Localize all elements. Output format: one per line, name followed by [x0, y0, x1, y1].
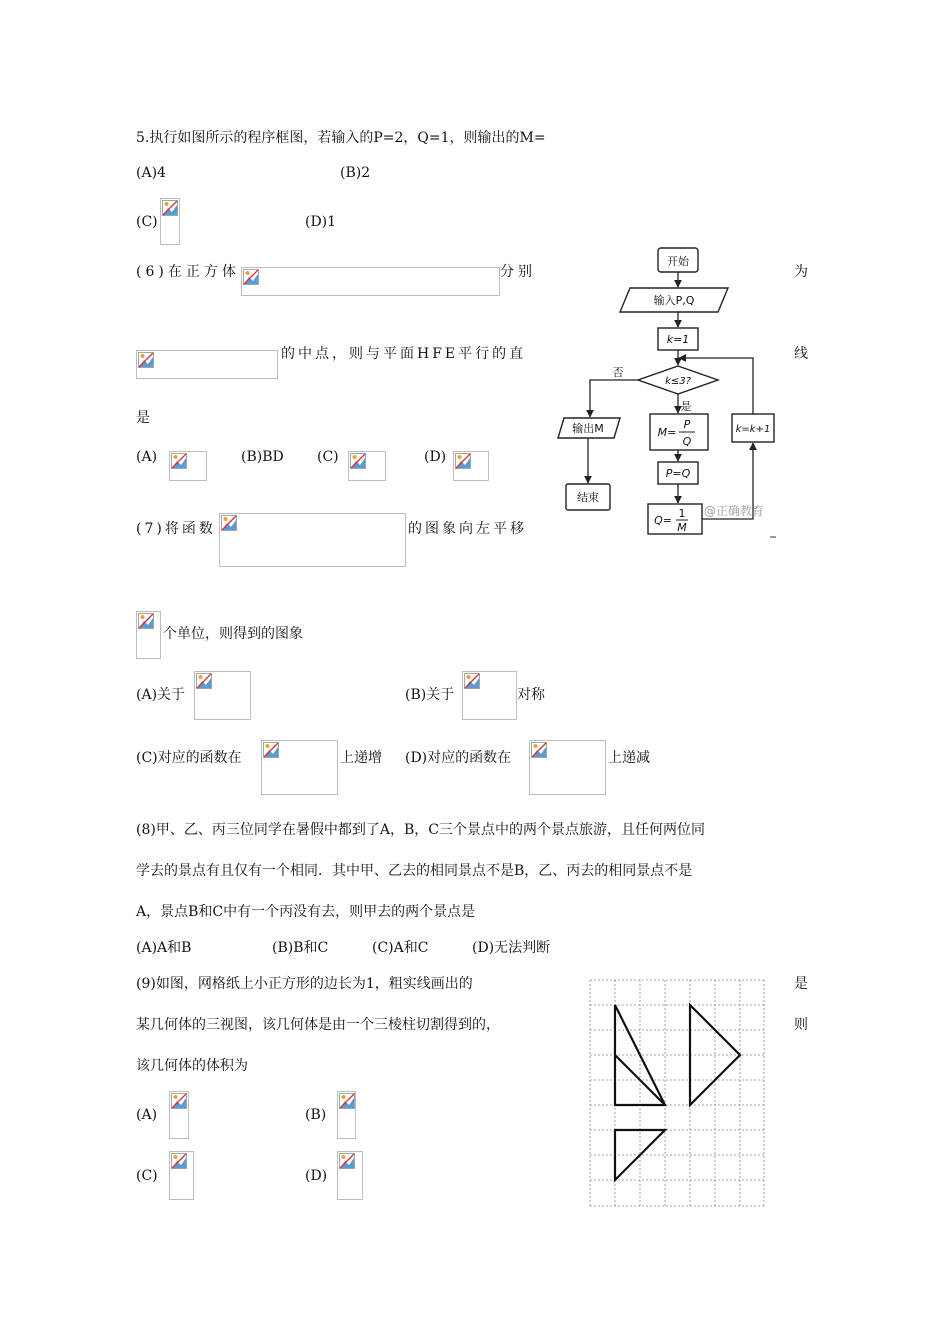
flow-end-label: 结束: [577, 491, 599, 504]
formula-image-placeholder: [136, 611, 161, 659]
q8-option-c: (C)A和C: [372, 940, 429, 956]
formula-image-placeholder: [169, 1151, 194, 1200]
flow-start-label: 开始: [667, 255, 689, 268]
flow-m-numerator: P: [683, 418, 691, 431]
q6-line1-b: 分别: [500, 264, 536, 280]
formula-image-placeholder: [337, 1151, 363, 1200]
q6-line3: 是: [136, 410, 150, 426]
q7-line1-b: 的图象向左平移: [408, 521, 527, 537]
formula-image-placeholder: [462, 671, 517, 720]
formula-image-placeholder: [241, 267, 500, 296]
formula-image-placeholder: [453, 451, 489, 481]
flowchart: [548, 238, 788, 544]
q8-line2: 学去的景点有且仅有一个相同．其中甲、乙去的相同景点不是B，乙、丙去的相同景点不是: [136, 863, 693, 879]
q6-line1-c: 为: [794, 264, 808, 280]
q9-option-a: (A): [136, 1107, 158, 1123]
q9-line2-a: 某几何体的三视图，该几何体是由一个三棱柱切割得到的，: [136, 1017, 500, 1033]
q9-line1-b: 是: [794, 976, 808, 992]
broken-image-icon: [263, 742, 279, 758]
q6-line1-a: (6)在正方体: [136, 264, 240, 280]
flow-condition-label: k≤3?: [665, 376, 691, 387]
q8-option-a: (A)A和B: [136, 940, 192, 956]
formula-image-placeholder: [169, 451, 207, 481]
q7-option-a: (A)关于: [136, 687, 186, 703]
q9-option-d: (D): [305, 1168, 328, 1184]
q9-line1-a: (9)如图，网格纸上小正方形的边长为1，粗实线画出的: [136, 976, 473, 992]
q6-option-b: (B)BD: [241, 449, 284, 465]
q8-line3: A，景点B和C中有一个丙没有去，则甲去的两个景点是: [136, 904, 476, 920]
q7-option-b: (B)关于: [405, 687, 455, 703]
broken-image-icon: [455, 453, 471, 469]
broken-image-icon: [138, 613, 154, 629]
q7-line1-a: (7)将函数: [136, 521, 216, 537]
broken-image-icon: [464, 673, 480, 689]
q9-line2-b: 则: [794, 1017, 808, 1033]
formula-image-placeholder: [219, 513, 406, 567]
q6-option-d: (D): [424, 449, 447, 465]
flow-init-label: k=1: [666, 333, 690, 346]
q8-option-d: (D)无法判断: [472, 940, 551, 956]
formula-image-placeholder: [160, 198, 180, 245]
flow-no-label: 否: [612, 366, 624, 379]
formula-image-placeholder: [194, 671, 251, 720]
q6-option-a: (A): [136, 449, 158, 465]
flow-q-lhs: Q=: [654, 514, 672, 527]
q5-stem: 5.执行如图所示的程序框图，若输入的P=2，Q=1，则输出的M=: [136, 130, 546, 146]
flow-input-label: 输入P,Q: [653, 294, 695, 307]
broken-image-icon: [350, 453, 366, 469]
flow-output-label: 输出M: [572, 422, 604, 435]
broken-image-icon: [243, 269, 259, 285]
broken-image-icon: [196, 673, 212, 689]
broken-image-icon: [171, 453, 187, 469]
flow-increment-label: k=k+1: [735, 424, 771, 435]
formula-image-placeholder: [261, 740, 338, 795]
q5-option-a: (A)4: [136, 165, 166, 181]
broken-image-icon: [339, 1153, 355, 1169]
broken-image-icon: [162, 200, 178, 216]
q7-option-c-suffix: 上递增: [340, 750, 382, 766]
broken-image-icon: [339, 1093, 355, 1109]
q5-option-c: (C): [136, 214, 158, 230]
flow-watermark: @正确教育: [704, 504, 765, 518]
q7-option-d: (D)对应的函数在: [405, 750, 512, 766]
q7-option-b-suffix: 对称: [517, 687, 545, 703]
broken-image-icon: [171, 1093, 187, 1109]
q6-line2-b: 线: [794, 346, 808, 362]
q7-line2: 个单位，则得到的图象: [163, 626, 303, 642]
q8-option-b: (B)B和C: [272, 940, 329, 956]
formula-image-placeholder: [136, 350, 278, 379]
formula-image-placeholder: [529, 740, 606, 795]
q5-option-b: (B)2: [340, 165, 371, 181]
q5-option-d: (D)1: [305, 214, 337, 230]
formula-image-placeholder: [169, 1091, 189, 1139]
q9-line3: 该几何体的体积为: [136, 1058, 248, 1074]
flow-assign-p-label: P=Q: [665, 467, 691, 480]
q7-option-d-suffix: 上递减: [608, 750, 650, 766]
formula-image-placeholder: [348, 451, 386, 481]
three-view-grid-figure: [588, 978, 766, 1208]
broken-image-icon: [171, 1153, 187, 1169]
broken-image-icon: [221, 515, 237, 531]
q9-option-c: (C): [136, 1168, 158, 1184]
q8-line1: (8)甲、乙、丙三位同学在暑假中都到了A，B，C三个景点中的两个景点旅游，且任何两位同: [136, 822, 705, 838]
broken-image-icon: [531, 742, 547, 758]
q6-option-c: (C): [317, 449, 339, 465]
q7-option-c: (C)对应的函数在: [136, 750, 242, 766]
q9-option-b: (B): [305, 1107, 327, 1123]
flow-q-numerator: 1: [678, 507, 686, 520]
broken-image-icon: [138, 352, 154, 368]
q6-line2-a: 的中点，则与平面HFE平行的直: [281, 346, 527, 362]
flow-m-lhs: M=: [657, 426, 677, 439]
flow-m-denominator: Q: [682, 435, 692, 448]
flow-q-denominator: M: [677, 521, 687, 534]
formula-image-placeholder: [337, 1091, 356, 1139]
flow-yes-label: 是: [680, 400, 692, 413]
